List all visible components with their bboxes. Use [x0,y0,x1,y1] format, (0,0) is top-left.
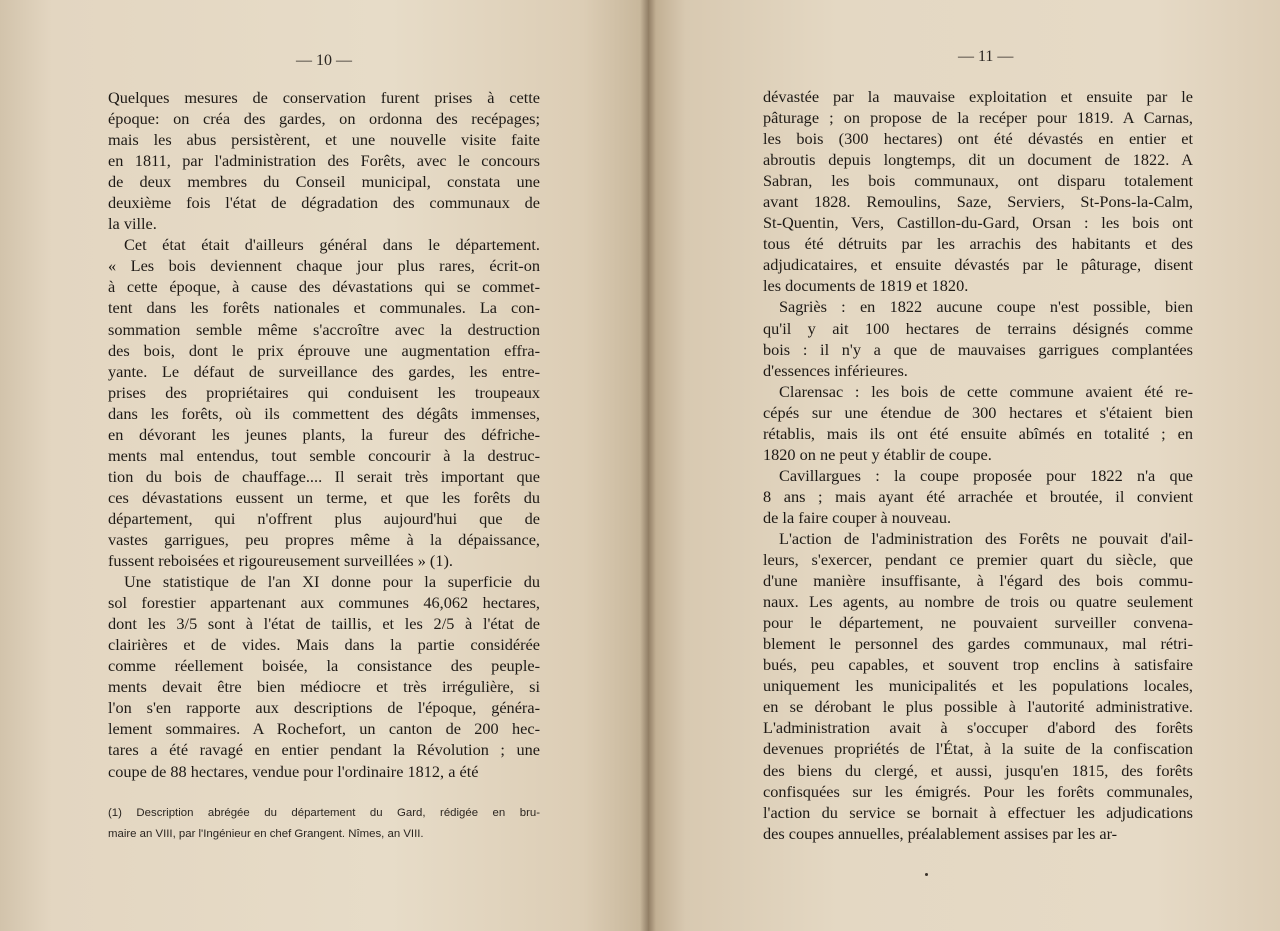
text-line: pâturage ; on propose de la recéper pour 1819. A Carnas, [763,108,1193,128]
text-line: d'une manière insuffisante, à l'égard des bois commu- [763,571,1193,591]
text-line: tent dans les forêts nationales et communales. La con- [108,298,540,318]
right-page-body [763,86,1193,844]
text-line: l'action du service se bornait à effectuer les adjudications [763,802,1193,822]
text-line: Clarensac : les bois de cette commune avaient été re- [779,381,1193,401]
page-number-left: — 10 — [296,52,352,69]
right-page [648,0,1280,931]
text-line: comme réellement boisée, la consistance des peuple- [108,656,540,676]
left-page-body [108,87,540,782]
text-line: sol forestier appartenant aux communes 46,062 hectares, [108,593,540,613]
text-line: tares a été ravagé en entier pendant la Révolution ; une [108,740,540,760]
book-gutter [640,0,656,931]
text-line: qu'il y ait 100 hectares de terrains désignés comme [763,318,1193,338]
ink-speck [925,873,928,876]
text-line: de deux membres du Conseil municipal, constata une [108,172,540,192]
text-line: yante. Le défaut de surveillance des gardes, les entre- [108,361,540,381]
text-line: rétablis, mais ils ont été ensuite abîmés en totalité ; en [763,423,1193,443]
text-line: pour le département, ne pouvaient surveiller convena- [763,613,1193,633]
text-line: d'essences inférieures. [763,360,908,380]
text-line: des bois, dont le prix éprouve une augmentation effra- [108,340,540,360]
text-line: uniquement les municipalités et les populations locales, [763,676,1193,696]
text-line: abroutis depuis longtemps, dit un document de 1822. A [763,150,1193,170]
text-line: département, qui n'offrent plus aujourd'hui que de [108,508,540,528]
text-line: dont les 3/5 sont à l'état de taillis, et les 2/5 à l'état de [108,614,540,634]
text-line: devenues propriétés de l'État, à la suite de la confiscation [763,739,1193,759]
text-line: Cavillargues : la coupe proposée pour 1822 n'a que [779,465,1193,485]
text-line: ments devait être bien médiocre et très irrégulière, si [108,677,540,697]
text-line: Sabran, les bois communaux, ont disparu totalement [763,171,1193,191]
footnote [108,806,540,848]
text-line: leurs, s'exercer, pendant ce premier quart du siècle, que [763,550,1193,570]
text-line: bués, peu capables, et souvent trop enclins à satisfaire [763,655,1193,675]
text-line: tous été détruits par les arrachis des habitants et des [763,234,1193,254]
text-line: les bois (300 hectares) ont été dévastés en entier et [763,129,1193,149]
text-line: adjudicataires, et ensuite dévastés par le pâturage, disent [763,255,1193,275]
text-line: dévastée par la mauvaise exploitation et ensuite par le [763,87,1193,106]
text-line: avant 1828. Remoulins, Saze, Serviers, St-Pons-la-Calm, [763,192,1193,212]
page-number-right: — 11 — [958,48,1014,65]
text-line: sommation semble même s'accroître avec la destruction [108,319,540,339]
text-line: époque: on créa des gardes, on ordonna des recépages; [108,109,540,129]
text-line: dans les forêts, où ils commettent des dégâts immenses, [108,403,540,423]
text-line: blement le personnel des gardes communaux, mal rétri- [763,634,1193,654]
text-line: l'on s'en rapporte aux descriptions de l'époque, généra- [108,698,540,718]
text-line: lement sommaires. A Rochefort, un canton de 200 hec- [108,719,540,739]
text-line: Une statistique de l'an XI donne pour la superficie du [124,572,540,592]
text-line: L'action de l'administration des Forêts ne pouvait d'ail- [779,528,1193,548]
text-line: tion du bois de chauffage.... Il serait très important que [108,466,540,486]
text-line: coupe de 88 hectares, vendue pour l'ordinaire 1812, a été [108,761,479,781]
text-line: en se dérobant le plus possible à l'autorité administrative. [763,697,1193,717]
text-line: « Les bois deviennent chaque jour plus rares, écrit-on [108,256,540,276]
text-line: St-Quentin, Vers, Castillon-du-Gard, Orsan : les bois ont [763,213,1193,233]
text-line: des coupes annuelles, préalablement assises par les ar- [763,823,1118,843]
text-line: naux. Les agents, au nombre de trois ou quatre seulement [763,592,1193,612]
text-line: des biens du clergé, et aussi, jusqu'en 1815, des forêts [763,760,1193,780]
text-line: prises des propriétaires qui conduisent les troupeaux [108,382,540,402]
text-line: confisquées sur les émigrés. Pour les forêts communales, [763,781,1193,801]
text-line: L'administration avait à s'occuper d'abord des forêts [763,718,1193,738]
text-line: en dévorant les jeunes plants, la fureur des défriche- [108,424,540,444]
text-line: bois : il n'y a que de mauvaises garrigues complantées [763,339,1193,359]
text-line: deuxième fois l'état de dégradation des communaux de [108,193,540,213]
text-line: 1820 on ne peut y établir de coupe. [763,444,992,464]
text-line: à cette époque, à cause des dévastations qui se commet- [108,277,540,297]
text-line: vastes garrigues, peu propres même à la dépaissance, [108,529,540,549]
text-line: 8 ans ; mais ayant été arrachée et broutée, il convient [763,486,1193,506]
text-line: de la faire couper à nouveau. [763,507,952,527]
text-line: ces dévastations eussent un terme, et que les forêts du [108,487,540,507]
text-line: la ville. [108,214,157,234]
text-line: mais les abus persistèrent, et une nouvelle visite faite [108,130,540,150]
text-line: cépés sur une étendue de 300 hectares et s'étaient bien [763,402,1193,422]
text-line: Sagriès : en 1822 aucune coupe n'est possible, bien [779,297,1193,317]
text-line: en 1811, par l'administration des Forêts, avec le concours [108,151,540,171]
text-line: Cet état était d'ailleurs général dans le département. [124,235,540,255]
text-line: clairières et de vides. Mais dans la partie considérée [108,635,540,655]
text-line: ments mal entendus, tout semble concourir à la destruc- [108,445,540,465]
text-line: Quelques mesures de conservation furent prises à cette [108,88,540,107]
footnote-line: maire an VIII, par l'Ingénieur en chef Grangent. Nîmes, an VIII. [108,828,424,841]
footnote-line: (1) Description abrégée du département du Gard, rédigée en bru- [108,807,540,819]
text-line: les documents de 1819 et 1820. [763,276,969,296]
text-line: fussent reboisées et rigoureusement surveillées » (1). [108,551,453,571]
